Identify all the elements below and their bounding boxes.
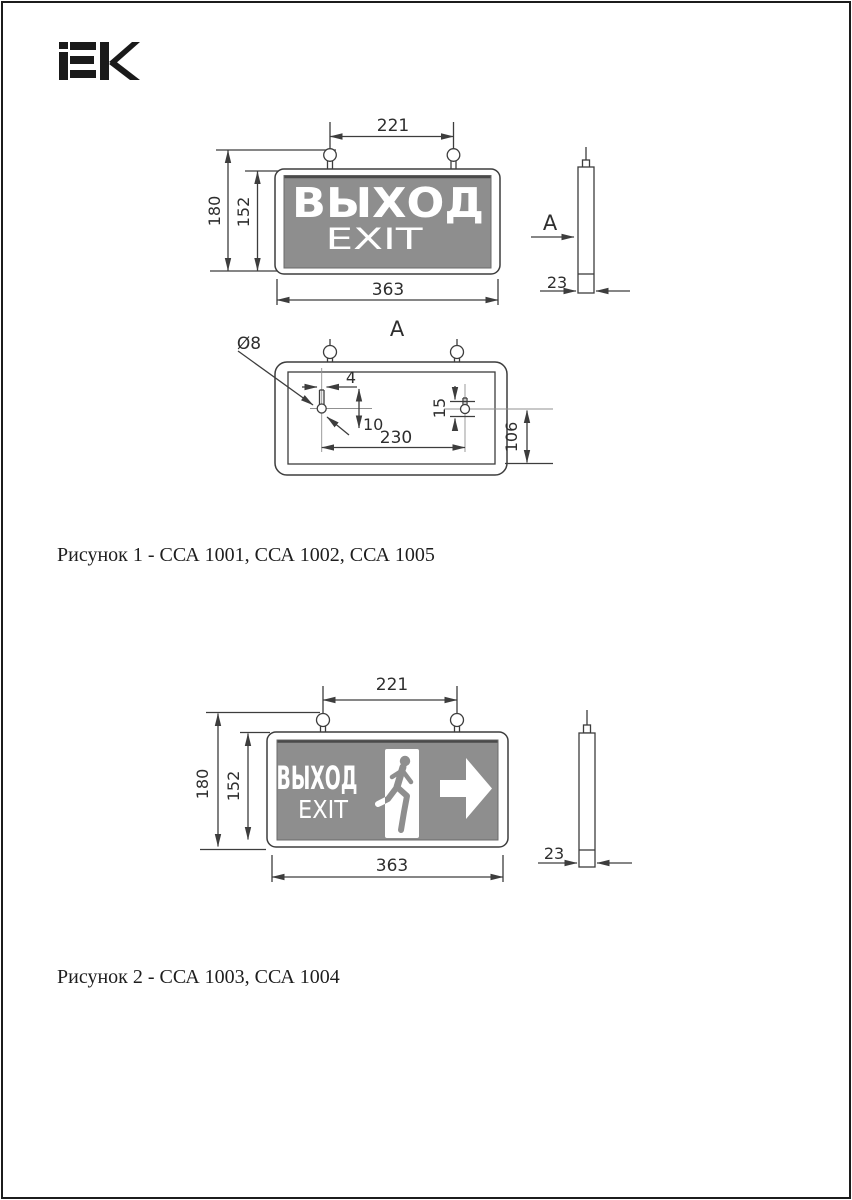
sign-text-vykhod: ВЫХОД	[276, 759, 358, 797]
dim-180-label: 180	[193, 768, 212, 800]
dim-363-label: 363	[371, 280, 405, 300]
view-a-title: A	[389, 317, 405, 341]
dim-23-label: 23	[543, 844, 565, 863]
back-body-outer	[275, 362, 507, 475]
dim-221-label: 221	[376, 116, 410, 136]
hanging-knob	[317, 714, 330, 727]
sign-text-exit: EXIT	[298, 795, 349, 824]
dim-23-label: 23	[546, 273, 568, 292]
sign-text-vykhod: ВЫХОД	[292, 179, 484, 227]
dim-152-label: 152	[234, 196, 253, 228]
dim-106-label: 106	[502, 421, 521, 453]
dim-221-label: 221	[375, 675, 409, 695]
hanging-knob	[451, 346, 464, 359]
keyhole	[317, 404, 326, 413]
figure2-side-texts	[544, 844, 564, 863]
keyhole	[461, 405, 470, 414]
hanging-knob	[324, 346, 337, 359]
hanging-knob	[324, 149, 337, 162]
dim-363-label: 363	[375, 856, 409, 876]
dim-152-label: 152	[224, 770, 243, 802]
figure1-side-texts	[543, 211, 567, 292]
view-a-label: A	[542, 211, 558, 235]
dim-4-label: 4	[345, 368, 357, 387]
sign-text-exit: EXIT	[325, 222, 423, 256]
figure2-caption: Рисунок 2 - ССА 1003, ССА 1004	[57, 966, 340, 988]
pin	[584, 725, 591, 733]
dim-230-label: 230	[379, 428, 413, 448]
dim-10-label: 10	[363, 415, 384, 434]
figure1-caption: Рисунок 1 - ССА 1001, ССА 1002, ССА 1005	[57, 544, 435, 566]
dim-15-label: 15	[430, 397, 449, 419]
dim-180-label: 180	[205, 195, 224, 227]
side-body	[579, 733, 595, 867]
dim-hole-dia-label: Ø8	[236, 334, 262, 354]
hanging-knob	[447, 149, 460, 162]
figure1-back-view	[238, 339, 553, 475]
hanging-knob	[451, 714, 464, 727]
